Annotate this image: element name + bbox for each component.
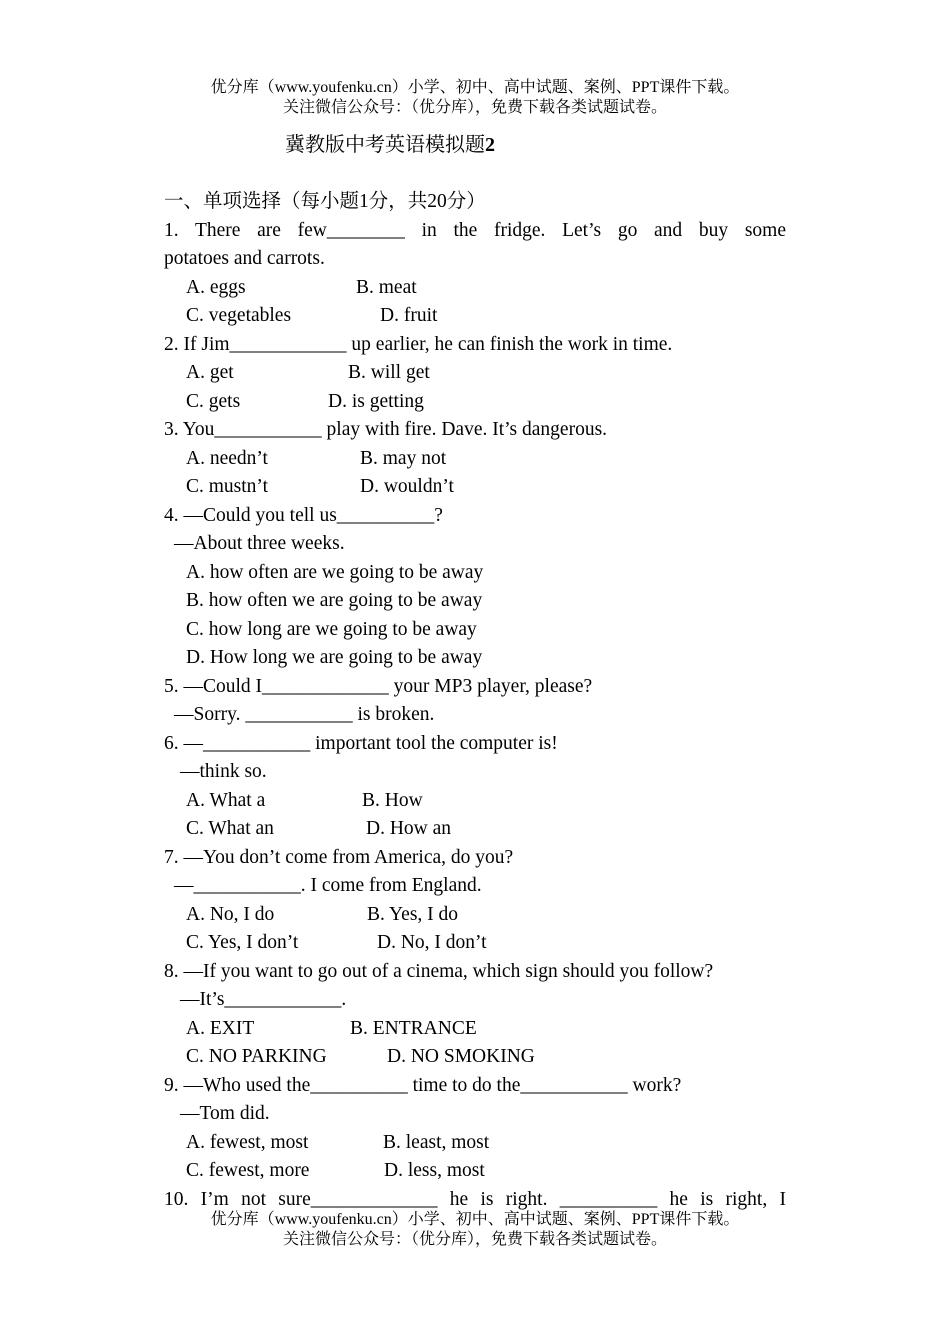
header-line-1: 优分库（www.youfenku.cn）小学、初中、高中试题、案例、PPT课件下载。 [210,79,740,96]
footer-line-2: 关注微信公众号：（优分库），免费下载各类试题试卷。 [282,1231,667,1248]
q9-options-row1 [164,1129,786,1158]
q9-reply: —Tom did. [180,1103,270,1124]
q8-option-d: D. NO SMOKING [387,1046,535,1067]
q7-option-c: C. Yes, I don’t [186,932,299,953]
q7-option-a: A. No, I do [186,903,275,925]
q8-options-row1 [164,1015,786,1044]
q10-stem: 10. I’m not sure_____________ he is right. __________ he is right, I [164,1188,786,1210]
page-footer [0,1210,950,1250]
exam-title-number: 2 [485,134,495,156]
q6-reply: —think so. [180,761,267,782]
q2-options-row1 [164,359,786,388]
q9-stem: 9. —Who used the__________ time to do the___________ work? [164,1074,682,1096]
q3-options-row1 [164,445,786,474]
q5-stem: 5. —Could I_____________ your MP3 player, please? [164,675,593,697]
q6-option-a: A. What a [186,789,266,811]
header-line-2: 关注微信公众号：（优分库），免费下载各类试题试卷。 [282,99,667,116]
q3-option-b: B. may not [360,447,447,469]
q6-options-row2 [164,815,786,844]
q6-option-b: B. How [362,789,423,811]
q8-option-b: B. ENTRANCE [350,1017,477,1039]
q1-option-a: A. eggs [186,276,246,298]
q9-option-c: C. fewest, more [186,1160,310,1181]
q1-options-row2 [164,302,786,331]
q3-options-row2 [164,473,786,502]
exam-content [164,188,786,1214]
q7-stem: 7. —You don’t come from America, do you? [164,846,514,868]
q8-options-row2 [164,1043,786,1072]
q4-option-b: B. how often we are going to be away [186,590,483,611]
q2-options-row2 [164,388,786,417]
q1-stem-line2: potatoes and carrots. [164,248,325,269]
section-heading: 一、单项选择（每小题1分，共20分） [164,191,486,212]
footer-line-1: 优分库（www.youfenku.cn）小学、初中、高中试题、案例、PPT课件下载。 [210,1211,740,1228]
q3-stem: 3. You___________ play with fire. Dave. It’s dangerous. [164,419,608,440]
q8-option-c: C. NO PARKING [186,1046,327,1067]
q9-options-row2 [164,1157,786,1186]
exam-title-text: 冀教版中考英语模拟题 [285,134,485,156]
exam-title [285,132,495,158]
q6-option-c: C. What an [186,818,274,839]
q9-option-b: B. least, most [383,1131,490,1153]
q2-option-c: C. gets [186,390,241,412]
q3-option-d: D. wouldn’t [360,476,454,497]
page-header [0,78,950,118]
q1-option-b: B. meat [356,276,417,298]
q7-option-b: B. Yes, I do [367,903,459,925]
q6-stem: 6. —___________ important tool the computer is! [164,732,558,754]
q2-option-a: A. get [186,362,234,383]
q9-option-d: D. less, most [384,1160,485,1181]
q7-reply: —___________. I come from England. [174,875,482,896]
q1-stem-line1: 1. There are few________ in the fridge. Let’s go and buy some [164,219,786,241]
q4-option-a: A. how often are we going to be away [186,561,484,583]
q7-options-row1 [164,901,786,930]
q7-option-d: D. No, I don’t [377,932,487,953]
q4-option-d: D. How long we are going to be away [186,647,483,668]
q4-stem: 4. —Could you tell us__________? [164,504,443,526]
q2-option-d: D. is getting [328,390,424,412]
q6-options-row1 [164,787,786,816]
q2-stem: 2. If Jim____________ up earlier, he can finish the work in time. [164,333,673,355]
q1-options-row1 [164,274,786,303]
q9-option-a: A. fewest, most [186,1131,309,1153]
q1-option-d: D. fruit [380,305,438,326]
q5-reply: —Sorry. ___________ is broken. [174,704,435,725]
q7-options-row2 [164,929,786,958]
q1-option-c: C. vegetables [186,305,292,326]
q4-reply: —About three weeks. [174,533,345,554]
q8-stem: 8. —If you want to go out of a cinema, which sign should you follow? [164,960,714,982]
q3-option-a: A. needn’t [186,447,268,469]
q3-option-c: C. mustn’t [186,476,268,497]
q2-option-b: B. will get [348,362,430,383]
q4-option-c: C. how long are we going to be away [186,618,477,640]
q8-option-a: A. EXIT [186,1017,255,1039]
q6-option-d: D. How an [366,818,452,839]
q8-reply: —It’s____________. [180,989,347,1010]
